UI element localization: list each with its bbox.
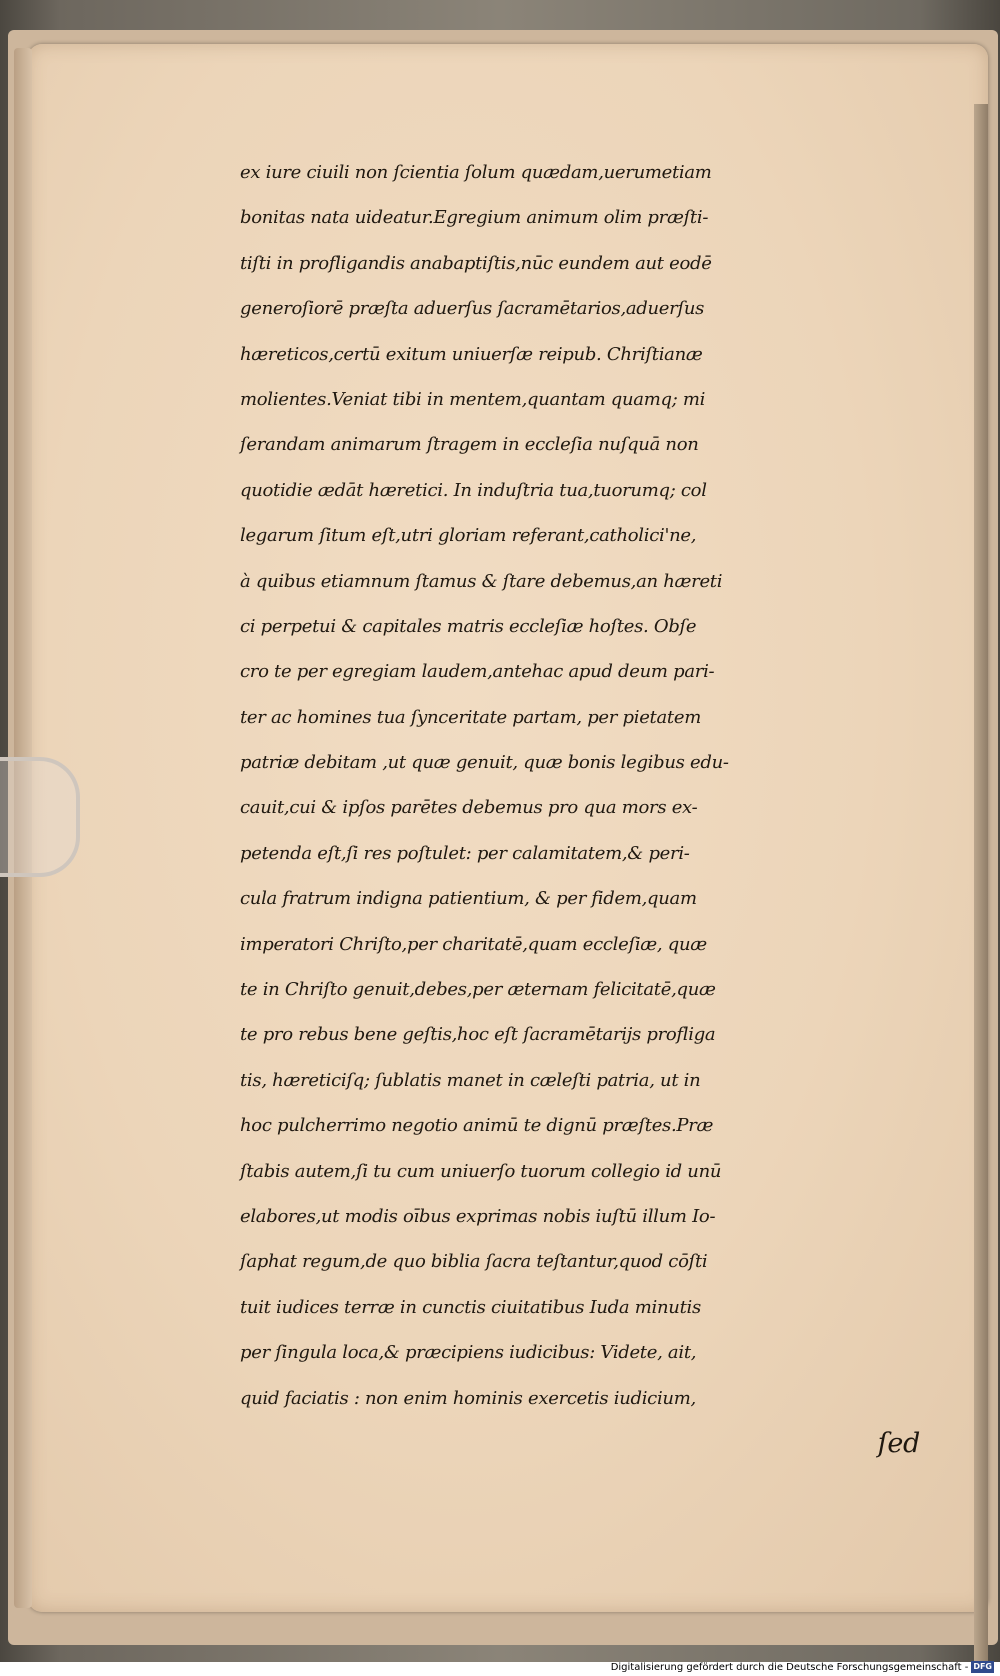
text-line: generoſiorē præſta aduerſus ſacramētarios,aduerſus [240,298,705,320]
text-line: quotidie ædāt hæretici. In induſtria tua,tuorumq; col [240,479,707,501]
dfg-logo: DFG [973,1662,992,1671]
text-line: per ſingula loca,& præcipiens iudicibus: Videte, ait, [240,1342,697,1364]
text-line: molientes.Veniat tibi in mentem,quantam quamq; mi [240,388,706,410]
page-fore-edge [974,104,988,1664]
text-line: hæreticos,certū exitum uniuerſæ reipub. Chriſtianæ [240,343,703,365]
digitization-footer [611,1660,994,1674]
text-line: cauit,cui & ipſos parētes debemus pro qua mors ex- [240,797,698,819]
footer-credit: Digitalisierung gefördert durch die Deutsche Forschungsgemeinschaft - [610,1661,969,1673]
paper-clip [0,757,80,877]
text-line: ter ac homines tua ſynceritate partam, per pietatem [240,706,701,728]
text-block [240,150,940,1466]
text-line: petenda eſt,ſi res poſtulet: per calamitatem,& peri- [240,842,690,864]
text-line: te pro rebus bene geſtis,hoc eſt ſacramētarijs profliga [240,1024,716,1046]
text-line: patriæ debitam ,ut quæ genuit, quæ bonis legibus edu- [240,752,729,774]
text-line: te in Chriſto genuit,debes,per æternam felicitatē,quæ [240,979,716,1001]
text-line: à quibus etiamnum ſtamus & ſtare debemus,an hæreti [240,570,723,592]
text-line: bonitas nata uideatur.Egregium animum olim præſti- [240,207,709,229]
text-line: cula fratrum indigna patientium, & per fidem,quam [240,888,697,910]
text-line: tuit iudices terræ in cunctis ciuitatibus Iuda minutis [240,1296,701,1318]
text-line: ci perpetui & capitales matris eccleſiæ hoſtes. Obſe [240,615,697,637]
text-line: legarum ſitum eſt,utri gloriam referant,catholici'ne, [240,525,697,547]
text-line: ſerandam animarum ſtragem in eccleſia nuſquā non [240,434,699,456]
text-line: ex iure ciuili non ſcientia ſolum quædam,uerumetiam [240,162,712,183]
text-line: imperatori Chriſto,per charitatē,quam eccleſiæ, quæ [240,933,707,955]
text-line: quid faciatis : non enim hominis exercetis iudicium, [240,1387,696,1409]
text-line: tiſti in profligandis anabaptiſtis,nūc eundem aut eodē [240,252,712,274]
text-line: hoc pulcherrimo negotio animū te dignū præſtes.Præ [240,1115,714,1137]
catchword: ſed [877,1427,920,1459]
text-line: ſaphat regum,de quo biblia ſacra teſtantur,quod cōſti [240,1251,708,1273]
text-line: ſtabis autem,ſi tu cum uniuerſo tuorum collegio id unū [240,1160,722,1182]
text-line: elabores,ut modis oībus exprimas nobis iuſtū illum Io- [240,1205,716,1227]
text-line: cro te per egregiam laudem,antehac apud deum pari- [240,661,715,683]
text-line: tis, hæreticiſq; ſublatis manet in cæleſti patria, ut in [240,1069,701,1091]
